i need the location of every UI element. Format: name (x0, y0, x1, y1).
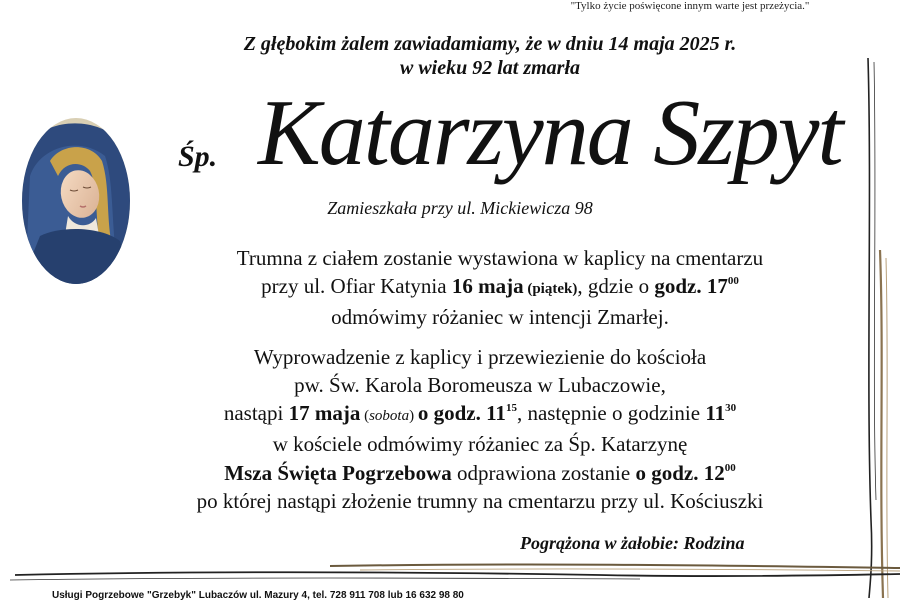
wake-time-minutes: 00 (727, 275, 739, 287)
announcement-line-2: w wieku 92 lat zmarła (399, 57, 581, 79)
mass-time-minutes: 00 (724, 462, 736, 474)
text-segment: odprawiona zostanie (451, 461, 636, 485)
wake-date: 16 maja (451, 274, 524, 298)
announcement-line-1: Z głębokim żalem zawiadamiamy, że w dniu 14 maja 2025 r. (243, 33, 737, 55)
rosary-time-minutes: 30 (725, 402, 737, 414)
rosary-time: 11 (705, 401, 726, 425)
text-segment: , następnie o godzinie (516, 401, 706, 425)
wake-line-1: Trumna z ciałem zostanie wystawiona w kaplicy na cmentarzu (236, 246, 764, 270)
text-segment: ( (360, 408, 370, 424)
mass-line-2: po której nastąpi złożenie trumny na cmentarzu przy ul. Kościuszki (196, 489, 764, 513)
procession-line-2: pw. Św. Karola Boromeusza w Lubaczowie, (294, 373, 666, 397)
mass-title: Msza Święta Pogrzebowa (224, 461, 452, 485)
wake-line-2 (100, 272, 900, 303)
text-segment: ) (409, 408, 418, 424)
procession-weekday: sobota (369, 408, 410, 424)
text-segment: nastąpi (223, 401, 289, 425)
wake-line-3: odmówimy różaniec w intencji Zmarłej. (331, 305, 669, 329)
wake-weekday: (piątek) (523, 281, 578, 297)
text-segment: przy ul. Ofiar Katynia (261, 274, 452, 298)
wake-time: godz. 17 (654, 274, 728, 298)
mass-paragraph (40, 459, 900, 515)
wake-paragraph (100, 244, 900, 331)
epitaph-quote: "Tylko życie poświęcone innym warte jest przeżycia." (570, 0, 810, 12)
procession-time: o godz. 11 (417, 401, 506, 425)
procession-line-1: Wyprowadzenie z kaplicy i przewiezienie do kościoła (253, 345, 707, 369)
procession-line-3 (40, 399, 900, 430)
mass-line-1 (40, 459, 900, 487)
family-signature: Pogrążona w żałobie: Rodzina (520, 533, 745, 553)
procession-line-4: w kościele odmówimy różaniec za Śp. Katarzynę (272, 432, 688, 456)
deceased-name: Katarzyna Szpyt (258, 81, 842, 185)
procession-time-minutes: 15 (505, 402, 517, 414)
funeral-home-footer: Usługi Pogrzebowe "Grzebyk" Lubaczów ul. Mazury 4, tel. 728 911 708 lub 16 632 98 80 (52, 590, 464, 600)
procession-date: 17 maja (288, 401, 361, 425)
procession-paragraph (40, 343, 900, 458)
name-prefix: Śp. (178, 140, 218, 173)
residence-address: Zamieszkała przy ul. Mickiewicza 98 (327, 198, 593, 218)
mass-time: o godz. 12 (635, 461, 725, 485)
text-segment: , gdzie o (577, 274, 655, 298)
